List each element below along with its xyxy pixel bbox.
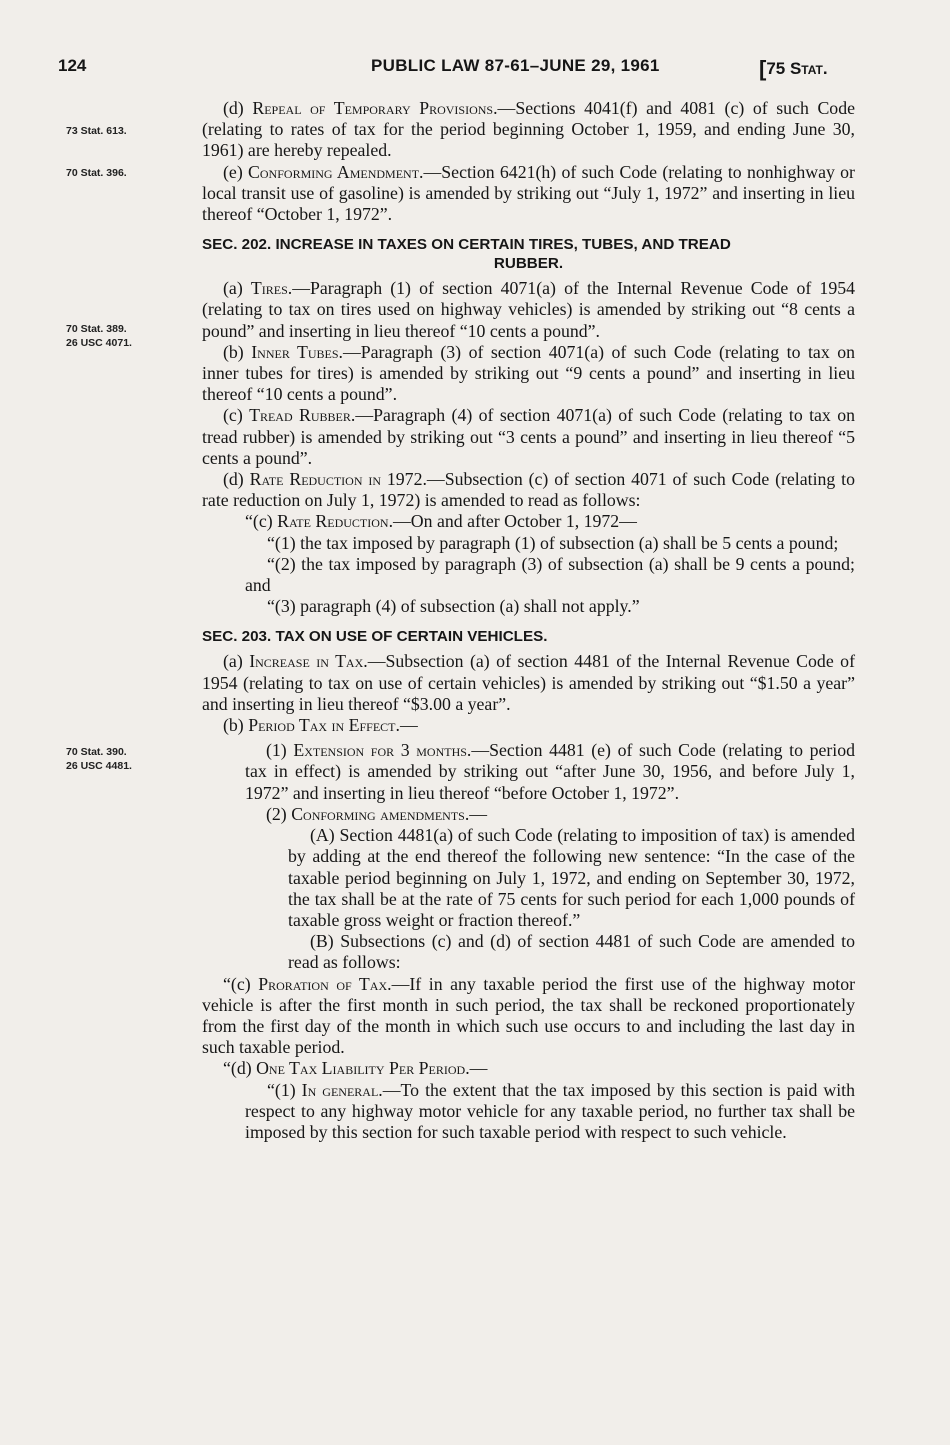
subsection-a-tires: (a) Tires.—Paragraph (1) of section 4071(a) of the Internal Revenue Code of 1954 (relating to tax on tires used on highway vehicles) is amended by striking out “8 cents a pound” and inserting in lieu thereof “10 cents a pound”. — [202, 278, 855, 341]
subsection-b-period: (b) Period Tax in Effect.— — [223, 715, 418, 736]
quoted-paragraph-3: “(3) paragraph (4) of subsection (a) shall not apply.” — [267, 596, 640, 617]
statute-volume: [75 Stat. — [759, 56, 828, 81]
quoted-one-tax: “(d) One Tax Liability Per Period.— — [223, 1058, 488, 1079]
page-header — [58, 56, 878, 80]
page-number: 124 — [58, 56, 87, 75]
quoted-proration: “(c) Proration of Tax.—If in any taxable period the first use of the highway motor vehicle is after the first month in such period, the tax shall be reckoned proportionately from the first day of the month in which such use occurs to and including the last day in such taxable period. — [202, 973, 856, 1058]
subsection-a-increase: (a) Increase in Tax.—Subsection (a) of section 4481 of the Internal Revenue Code of 1954 (relating to tax on use of certain vehicles) is amended by striking out “$1.50 a year” and inserting in lieu thereof “$3.00 a year”. — [202, 651, 855, 714]
section-202-heading: SEC. 202. INCREASE IN TAXES ON CERTAIN TIRES, TUBES, AND TREAD RUBBER. — [202, 236, 731, 273]
subsection-b-inner-tubes: (b) Inner Tubes.—Paragraph (3) of section 4071(a) of such Code (relating to tax on inner tubes for tires) is amended by striking out “9 cents a pound” and inserting in lieu thereof “10 cents a pound”. — [202, 341, 855, 405]
running-title: PUBLIC LAW 87-61–JUNE 29, 1961 — [371, 56, 660, 75]
subsection-d-repeal: (d) Repeal of Temporary Provisions.—Sections 4041(f) and 4081 (c) of such Code (relating to rates of tax for the period beginning October 1, 1959, and ending June 30, 1961) are hereby repealed. — [202, 98, 855, 161]
quoted-paragraph-2: “(2) the tax imposed by paragraph (3) of subsection (a) shall be 9 cents a pound; and — [245, 553, 855, 596]
margin-note: 70 Stat. 389. — [66, 323, 127, 335]
margin-note: 26 USC 4071. — [66, 337, 132, 349]
document-body — [202, 98, 855, 1143]
quoted-in-general: “(1) In general.—To the extent that the tax imposed by this section is paid with respect to any highway motor vehicle for any taxable period, no further tax shall be imposed by this section for such taxable period with respect to such vehicle. — [245, 1079, 855, 1142]
margin-note: 70 Stat. 390. — [66, 746, 127, 758]
subparagraph-A: (A) Section 4481(a) of such Code (relating to imposition of tax) is amended by adding at the end thereof the following new sentence: “In the case of the taxable period beginning on July 1, 1972, and ending on September 30, 1972, the tax shall be at the rate of 75 cents for such period for each 1,000 pounds of taxable gross weight or fraction thereof.” — [288, 825, 855, 930]
subparagraph-B: (B) Subsections (c) and (d) of section 4481 of such Code are amended to read as follows: — [288, 931, 855, 973]
margin-note: 26 USC 4481. — [66, 760, 132, 772]
paragraph-b2-conforming: (2) Conforming amendments.— — [266, 803, 488, 824]
section-203-heading: SEC. 203. TAX ON USE OF CERTAIN VEHICLES. — [202, 628, 548, 646]
subsection-e-conforming: (e) Conforming Amendment.—Section 6421(h) of such Code (relating to nonhighway or local transit use of gasoline) is amended by striking out “July 1, 1972” and inserting in lieu thereof “October 1, 1972”. — [202, 161, 855, 225]
quoted-subsection-c: “(c) Rate Reduction.—On and after October 1, 1972— — [245, 511, 637, 532]
paragraph-b1-extension: (1) Extension for 3 months.—Section 4481 (e) of such Code (relating to period tax in effect) is amended by striking out “after June 30, 1956, and before July 1, 1972” and inserting in lieu thereof “before October 1, 1972”. — [245, 740, 855, 803]
subsection-c-tread-rubber: (c) Tread Rubber.—Paragraph (4) of section 4071(a) of such Code (relating to tax on tread rubber) is amended by striking out “3 cents a pound” and inserting in lieu thereof “5 cents a pound”. — [202, 405, 855, 468]
margin-note: 73 Stat. 613. — [66, 125, 127, 137]
quoted-paragraph-1: “(1) the tax imposed by paragraph (1) of subsection (a) shall be 5 cents a pound; — [267, 532, 839, 553]
subsection-d-rate-reduction: (d) Rate Reduction in 1972.—Subsection (c) of section 4071 of such Code (relating to rate reduction on July 1, 1972) is amended to read as follows: — [202, 469, 855, 511]
margin-note: 70 Stat. 396. — [66, 167, 127, 179]
